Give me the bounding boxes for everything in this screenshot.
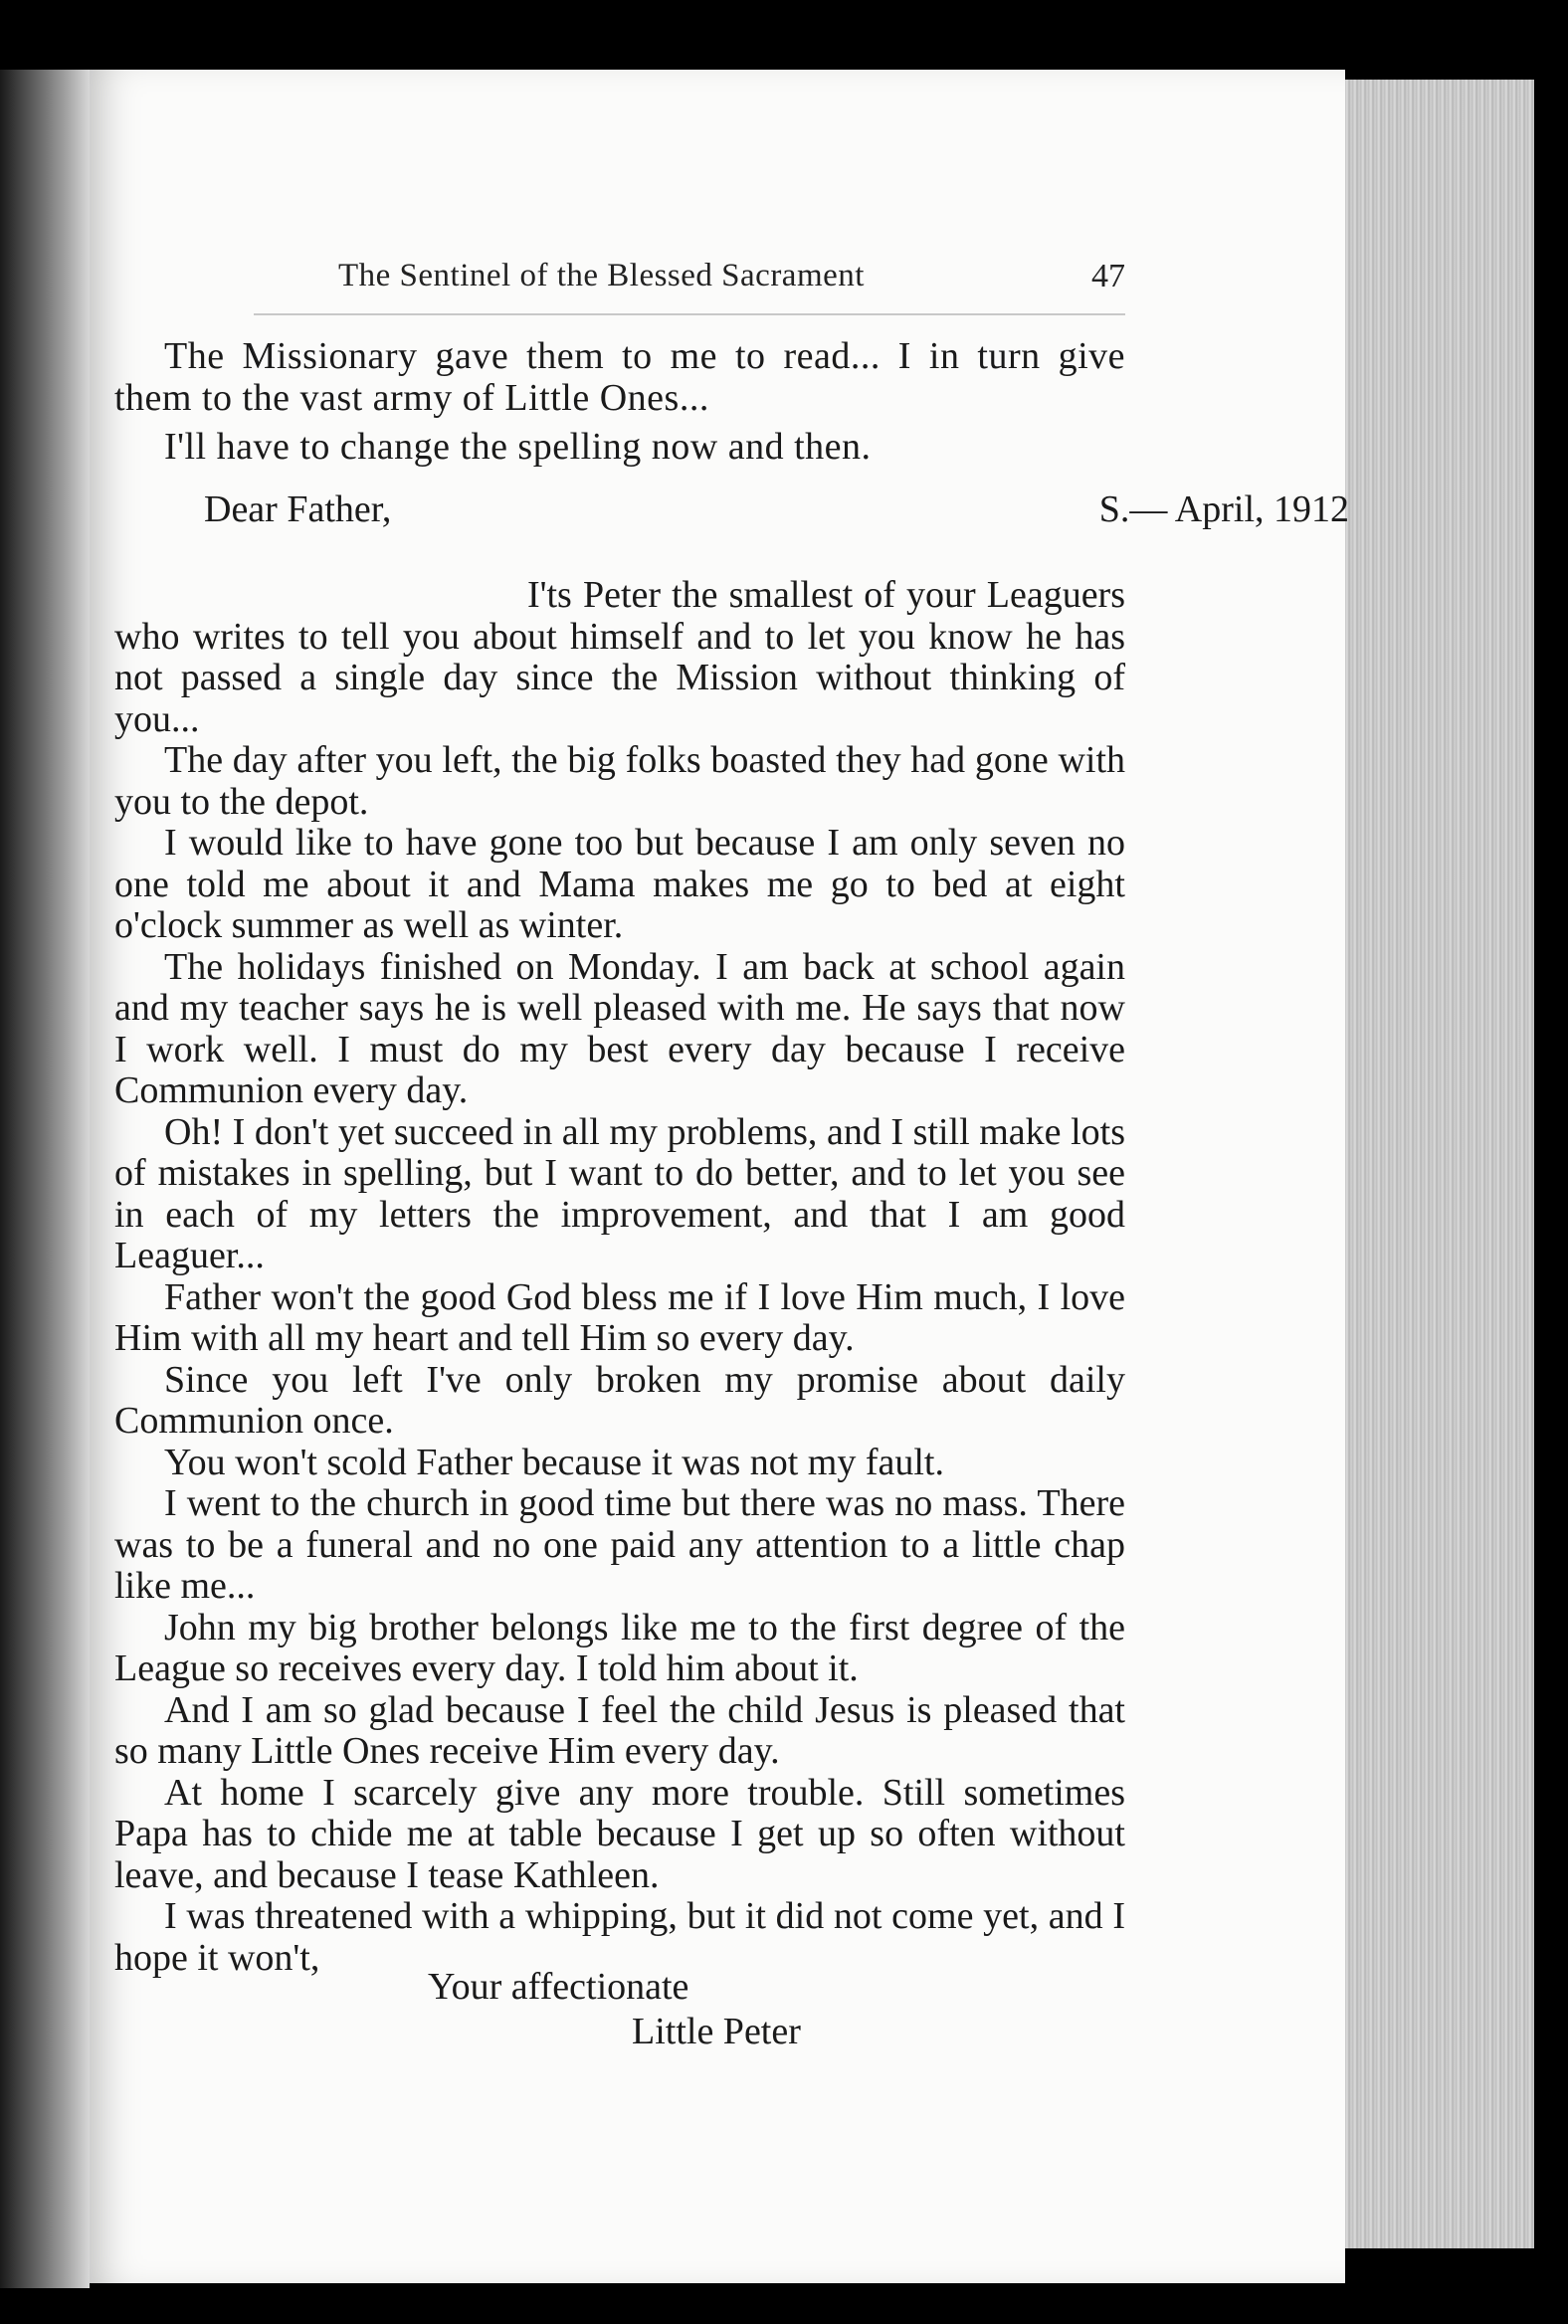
intro-text (114, 336, 1125, 469)
letter-date: S.— April, 1912 (1098, 488, 1349, 530)
running-head (254, 254, 1125, 315)
letter-paragraph: I went to the church in good time but there was no mass. There was to be a funeral and no one paid any attention to a little chap like me... (114, 1482, 1125, 1607)
letter-paragraph: At home I scarcely give any more trouble. Still sometimes Papa has to chide me at table because I get up so often without leave, and because I tease Kathleen. (114, 1771, 1125, 1896)
letter-paragraph: And I am so glad because I feel the child Jesus is pleased that so many Little Ones receive Him every day. (114, 1688, 1125, 1772)
letter-paragraph: I would like to have gone too but because I am only seven no one told me about it and Mama makes me go to bed at eight o'clock summer as well as winter. (114, 822, 1125, 946)
letter-paragraph: I was threatened with a whipping, but it did not come yet, and I hope it won't, (114, 1895, 1125, 1979)
intro-paragraph: The Missionary gave them to me to read... I in turn give them to the vast army of Little Ones... (114, 335, 1125, 419)
letter-paragraph: I'ts Peter the smallest of your Leaguers who writes to tell you about himself and to let you know he has not passed a single day since the Mission without thinking of you... (114, 574, 1125, 740)
letter-paragraph: Since you left I've only broken my promise about daily Communion once. (114, 1358, 1125, 1442)
letter-paragraph: Father won't the good God bless me if I love Him much, I love Him with all my heart and tell Him so every day. (114, 1275, 1125, 1359)
letter-paragraph: Oh! I don't yet succeed in all my problems, and I still make lots of mistakes in spelling, but I want to do better, and to let you see in each of my letters the improvement, and that I am good Leaguer... (114, 1110, 1125, 1276)
letter-closing: Your affectionate (428, 1966, 689, 2008)
letter-salutation: Dear Father, (204, 488, 392, 530)
letter-body (114, 575, 1125, 1979)
letter-signature: Little Peter (632, 2011, 801, 2052)
letter-paragraph: The day after you left, the big folks boasted they had gone with you to the depot. (114, 739, 1125, 823)
page-stack-edge (1345, 80, 1534, 2248)
letter-paragraph: The holidays finished on Monday. I am back at school again and my teacher says he is well pleased with me. He says that now I work well. I must do my best every day because I receive Communion every day. (114, 945, 1125, 1111)
letter-paragraph: You won't scold Father because it was not my fault. (164, 1441, 944, 1483)
left-page-edge (0, 70, 90, 2288)
letter-paragraph: John my big brother belongs like me to the first degree of the League so receives every day. I told him about it. (114, 1606, 1125, 1689)
running-title: The Sentinel of the Blessed Sacrament (338, 258, 865, 293)
intro-paragraph: I'll have to change the spelling now and then. (164, 426, 872, 468)
page-number: 47 (1091, 258, 1125, 294)
